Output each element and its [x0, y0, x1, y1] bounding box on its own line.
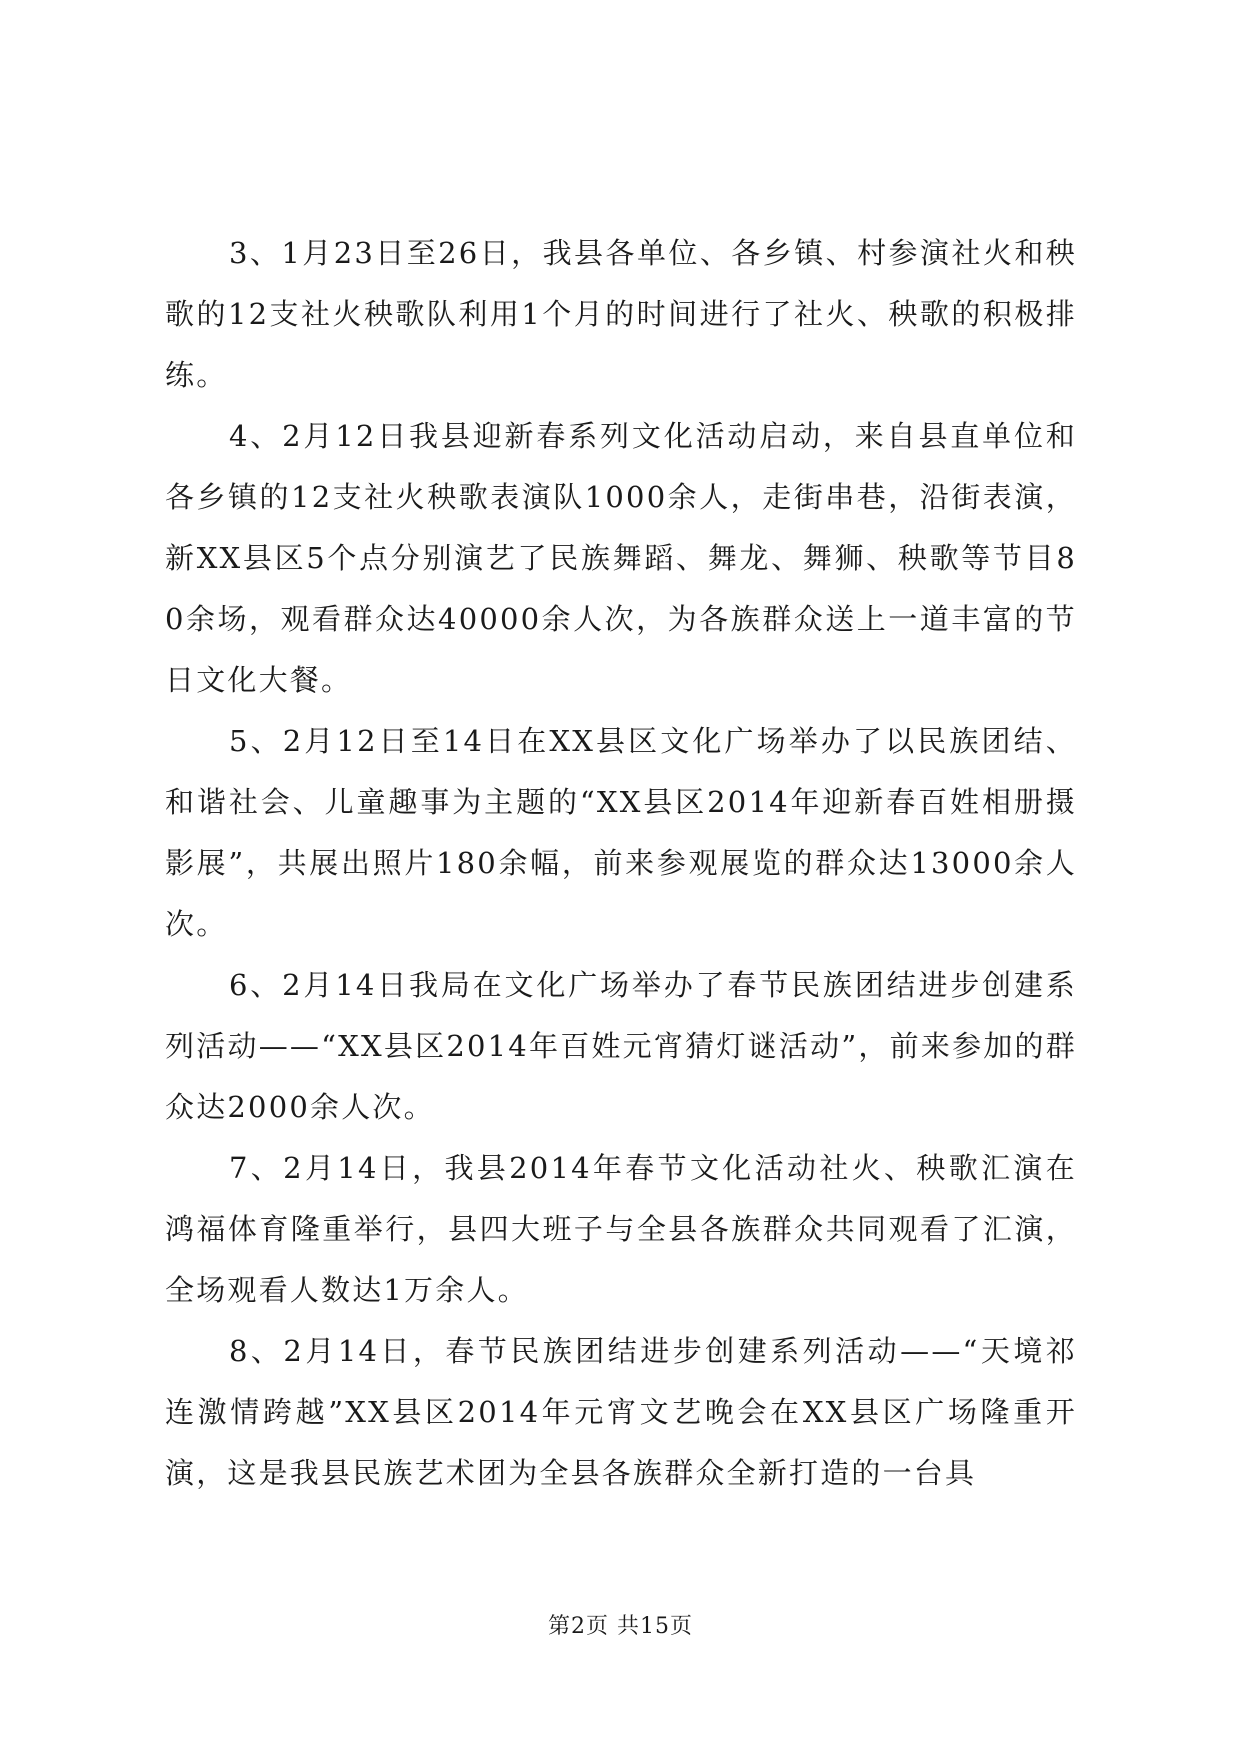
- document-body: [165, 223, 1077, 1504]
- paragraph-item-7: 7、2月14日，我县2014年春节文化活动社火、秧歌汇演在鸿福体育隆重举行，县四大班子与全县各族群众共同观看了汇演，全场观看人数达1万余人。: [165, 1151, 1077, 1307]
- paragraph-item-6: 6、2月14日我局在文化广场举办了春节民族团结进步创建系列活动——“XX县区2014年百姓元宵猜灯谜活动”，前来参加的群众达2000余人次。: [165, 968, 1077, 1124]
- paragraph-item-5: 5、2月12日至14日在XX县区文化广场举办了以民族团结、和谐社会、儿童趣事为主题的“XX县区2014年迎新春百姓相册摄影展”，共展出照片180余幅，前来参观展览的群众达13000余人次。: [165, 724, 1077, 941]
- page-number-footer: 第2页 共15页: [548, 1614, 693, 1639]
- paragraph-item-8: 8、2月14日，春节民族团结进步创建系列活动——“天境祁连激情跨越”XX县区2014年元宵文艺晚会在XX县区广场隆重开演，这是我县民族艺术团为全县各族群众全新打造的一台具: [165, 1334, 1077, 1490]
- paragraph-item-3: 3、1月23日至26日，我县各单位、各乡镇、村参演社火和秧歌的12支社火秧歌队利用1个月的时间进行了社火、秧歌的积极排练。: [165, 236, 1077, 392]
- paragraph-item-4: 4、2月12日我县迎新春系列文化活动启动，来自县直单位和各乡镇的12支社火秧歌表演队1000余人，走街串巷，沿街表演，新XX县区5个点分别演艺了民族舞蹈、舞龙、舞狮、秧歌等节目80余场，观看群众达40000余人次，为各族群众送上一道丰富的节日文化大餐。: [165, 419, 1077, 697]
